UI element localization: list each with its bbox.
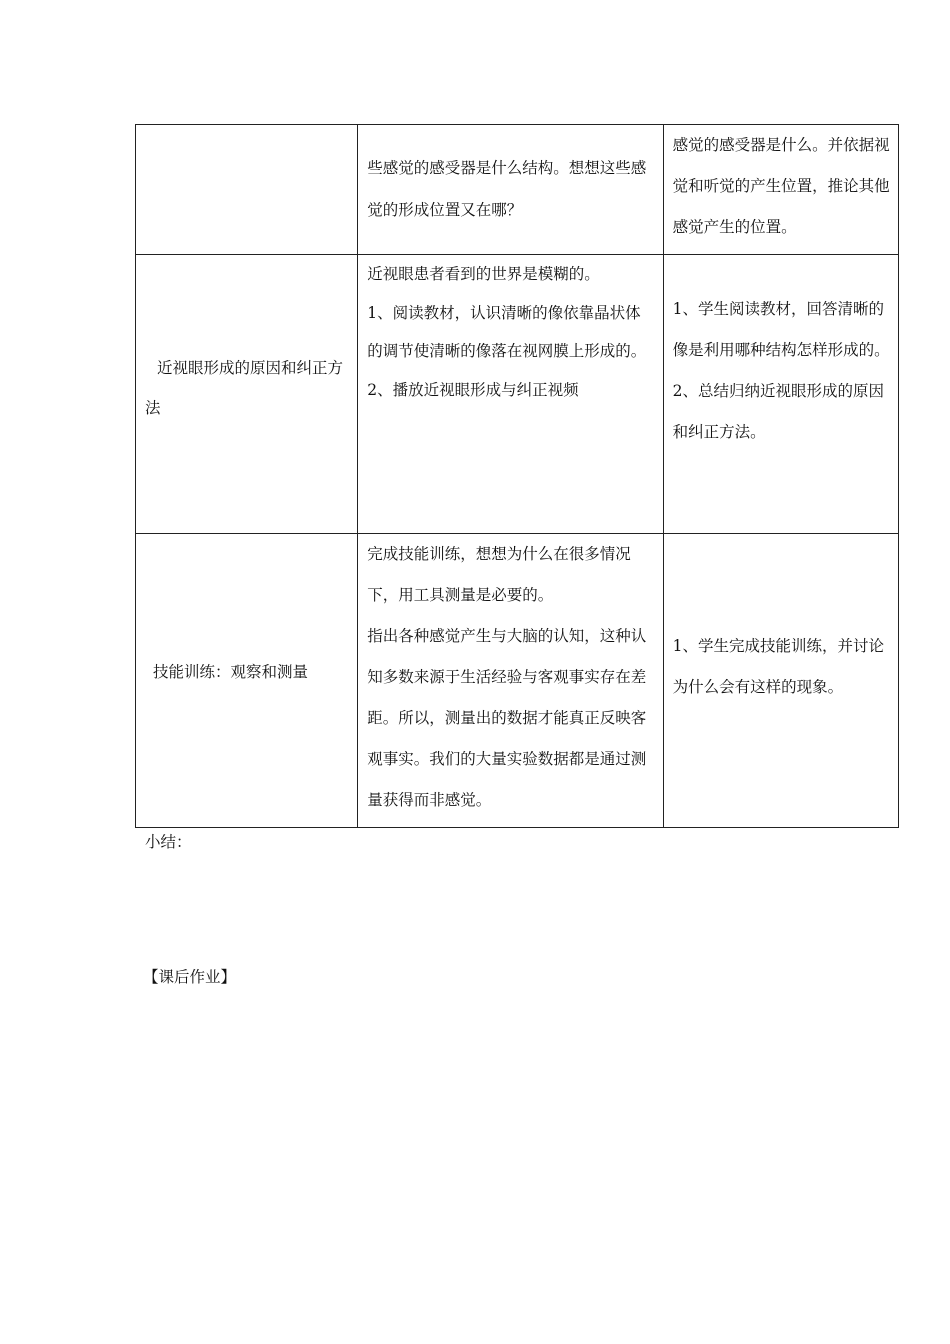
teacher-activity-paragraph: 1、阅读教材，认识清晰的像依靠晶状体的调节使清晰的像落在视网膜上形成的。 [367,303,647,360]
table-cell-teacher-activity [358,125,663,255]
student-activity-paragraph: 1、学生阅读教材，回答清晰的像是利用哪种结构怎样形成的。 [672,300,890,359]
topic-text: 近视眼形成的原因和纠正方法 [145,359,344,417]
table-cell-student-activity [663,125,898,255]
topic-text [136,125,357,137]
table-cell-topic [136,534,358,828]
summary-heading: 小结： [145,833,192,851]
lesson-plan-table [135,124,899,828]
table-cell-teacher-activity [358,534,663,828]
table-cell-teacher-activity [358,255,663,534]
table-row [136,534,899,828]
topic-text: 技能训练：观察和测量 [153,663,309,681]
student-activity-text: 1、学生完成技能训练，并讨论为什么会有这样的现象。 [672,637,885,696]
teacher-activity-paragraph: 指出各种感觉产生与大脑的认知，这种认知多数来源于生活经验与客观事实存在差距。所以，测量出的数据才能真正反映客观事实。我们的大量实验数据都是通过测量获得而非感觉。 [367,627,647,809]
teacher-activity-paragraph: 2、播放近视眼形成与纠正视频 [367,380,579,399]
table-cell-student-activity [663,255,898,534]
teacher-activity-paragraph: 近视眼患者看到的世界是模糊的。 [367,265,600,283]
table-row [136,125,899,255]
table-cell-student-activity [663,534,898,828]
table-row [136,255,899,534]
student-activity-paragraph: 2、总结归纳近视眼形成的原因和纠正方法。 [672,382,885,441]
table-cell-topic [136,255,358,534]
teacher-activity-text: 些感觉的感受器是什么结构。想想这些感觉的形成位置又在哪？ [367,159,647,219]
teacher-activity-paragraph: 完成技能训练，想想为什么在很多情况下，用工具测量是必要的。 [367,545,631,604]
student-activity-text: 感觉的感受器是什么。并依据视觉和听觉的产生位置，推论其他感觉产生的位置。 [672,136,890,236]
homework-heading: 【课后作业】 [143,968,237,986]
table-cell-topic [136,125,358,255]
